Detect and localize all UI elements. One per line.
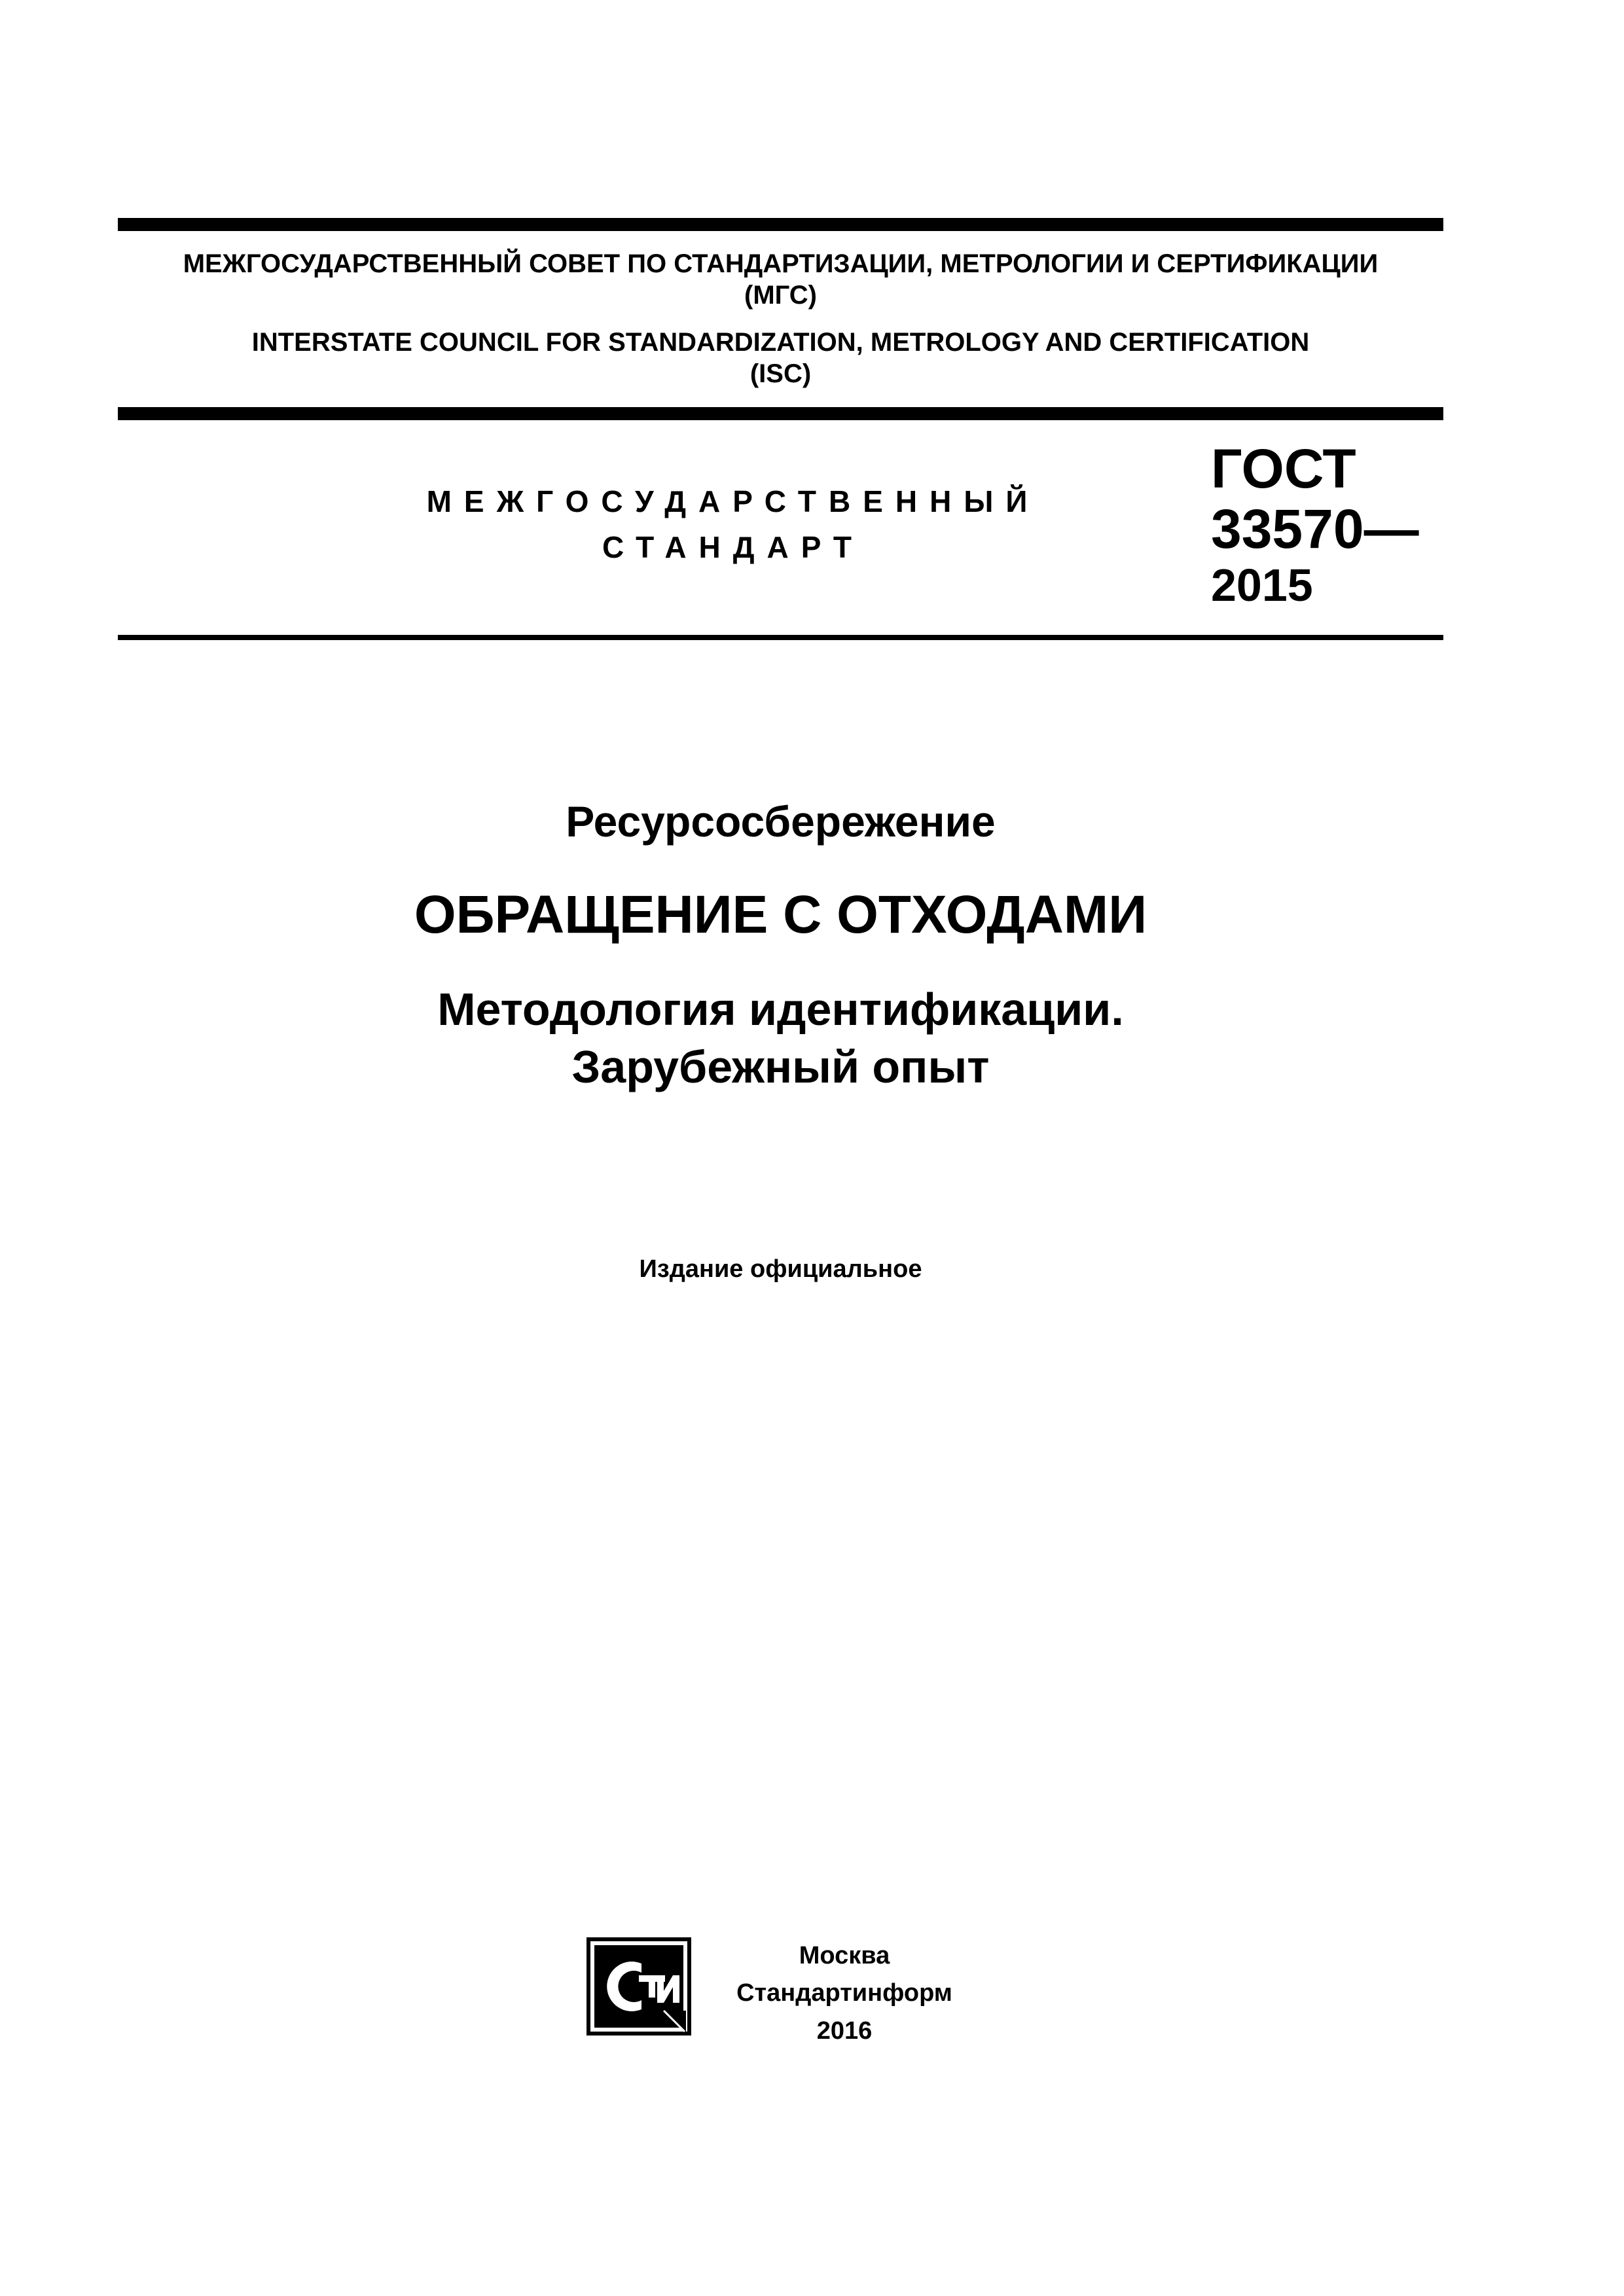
title-subtitle-line1: Методология идентификации. (437, 984, 1124, 1035)
edition-label: Издание официальное (639, 1255, 922, 1283)
title-resource: Ресурсосбережение (566, 797, 996, 846)
header-divider-rule (118, 407, 1443, 420)
council-abbr-ru: (МГС) (744, 281, 817, 310)
publisher-name: Стандартинформ (736, 1979, 952, 2007)
title-main: ОБРАЩЕНИЕ С ОТХОДАМИ (414, 885, 1147, 944)
gost-year: 2015 (1211, 560, 1313, 611)
publication-year: 2016 (816, 2017, 873, 2045)
gost-prefix: ГОСТ (1211, 438, 1356, 499)
standartinform-logo (586, 1937, 691, 2036)
standard-kind-line1: МЕЖГОСУДАРСТВЕННЫЙ (426, 484, 1040, 518)
standartinform-logo-graphic (586, 1937, 691, 2036)
gost-number: 33570— (1211, 498, 1419, 560)
title-subtitle-line2: Зарубежный опыт (571, 1041, 990, 1092)
standard-kind-line2: СТАНДАРТ (602, 530, 864, 564)
council-name-ru: МЕЖГОСУДАРСТВЕННЫЙ СОВЕТ ПО СТАНДАРТИЗАЦИИ, МЕТРОЛОГИИ И СЕРТИФИКАЦИИ (183, 249, 1379, 278)
top-rule (118, 218, 1443, 231)
standard-bottom-rule (118, 635, 1443, 640)
publisher-city: Москва (799, 1942, 890, 1969)
council-abbr-en: (ISC) (749, 359, 812, 388)
council-name-en: INTERSTATE COUNCIL FOR STANDARDIZATION, METROLOGY AND CERTIFICATION (251, 328, 1310, 357)
